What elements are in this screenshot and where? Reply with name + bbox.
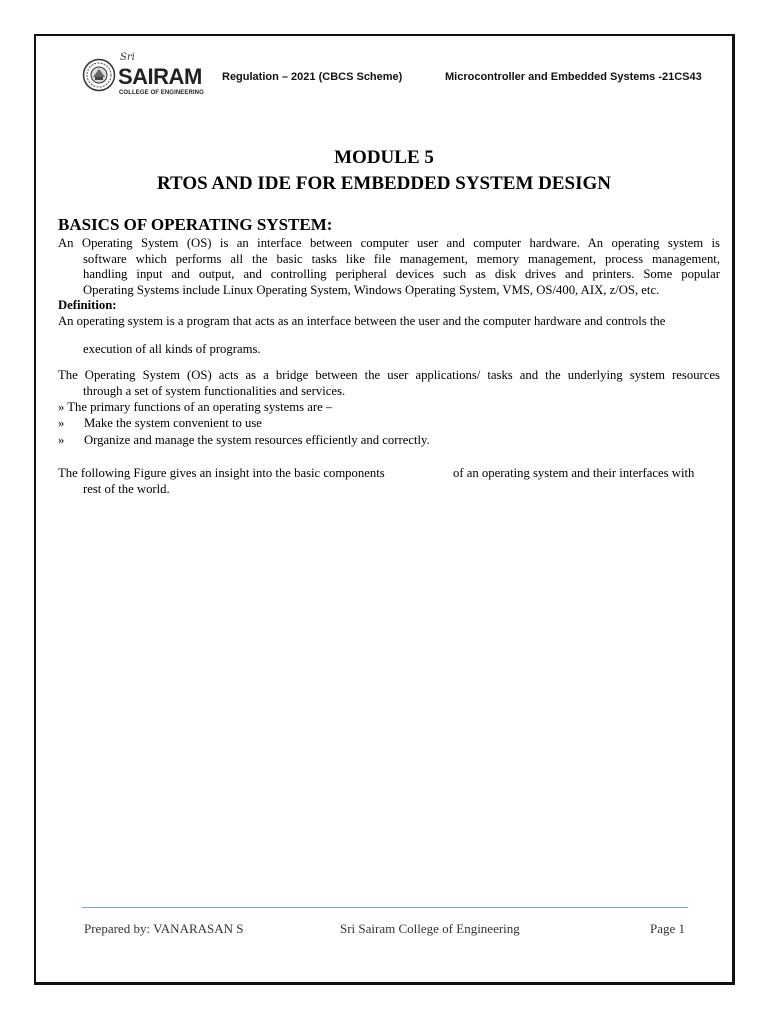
intro-line: An Operating System (OS) is an interface between computer user and computer hardware. An operating system is (58, 236, 720, 250)
primary-functions-line: » The primary functions of an operating systems are – (58, 400, 333, 414)
definition-paragraph (58, 314, 720, 357)
module-topic: RTOS AND IDE FOR EMBEDDED SYSTEM DESIGN (156, 173, 611, 194)
logo-subtitle-text: COLLEGE OF ENGINEERING (119, 90, 204, 96)
intro-paragraph (58, 236, 720, 298)
logo-name-text: SAIRAM (118, 64, 202, 89)
definition-line: An operating system is a program that acts as an interface between the user and the computer hardware and controls the (58, 314, 666, 328)
bridge-line: through a set of system functionalities and services. (83, 383, 346, 398)
section-heading: BASICS OF OPERATING SYSTEM: (58, 215, 333, 234)
bullet-mark: » (58, 416, 65, 430)
page-header (82, 50, 730, 106)
subject-text: Microcontroller and Embedded Systems -21CS43 (445, 71, 702, 83)
regulation-text: Regulation – 2021 (CBCS Scheme) (222, 71, 403, 83)
definition-label: Definition: (58, 298, 117, 312)
college-logo (82, 52, 222, 106)
intro-line: handling input and output, and controlling peripheral devices such as disk drives and printers. Some popular (83, 267, 720, 281)
bridge-paragraph (58, 368, 720, 399)
bullet-mark: » (58, 433, 65, 447)
definition-line: execution of all kinds of programs. (83, 341, 261, 356)
intro-line: software which performs all the basic tasks like file management, memory management, process management, (83, 251, 720, 266)
figure-intro-line: rest of the world. (83, 482, 170, 496)
footer-divider (82, 907, 688, 908)
module-title: MODULE 5 (334, 147, 434, 168)
footer-page-number: Page 1 (650, 921, 686, 936)
figure-intro-line: of an operating system and their interfaces with (453, 466, 695, 480)
footer-college: Sri Sairam College of Engineering (340, 921, 520, 936)
emblem-icon (82, 58, 116, 92)
list-item (58, 433, 430, 449)
bridge-line: The Operating System (OS) acts as a bridge between the user applications/ tasks and the underlying system resources (58, 368, 720, 382)
logo-sri-text: Sri (120, 52, 135, 63)
intro-line: Operating Systems include Linux Operating System, Windows Operating System, VMS, OS/400, AIX, z/OS, etc. (83, 282, 660, 297)
figure-intro-line: The following Figure gives an insight into the basic components (58, 466, 385, 480)
bullet-text: Organize and manage the system resources efficiently and correctly. (84, 433, 430, 447)
list-item (58, 416, 262, 432)
bullet-text: Make the system convenient to use (84, 416, 262, 430)
footer-prepared-by: Prepared by: VANARASAN S (84, 921, 244, 936)
